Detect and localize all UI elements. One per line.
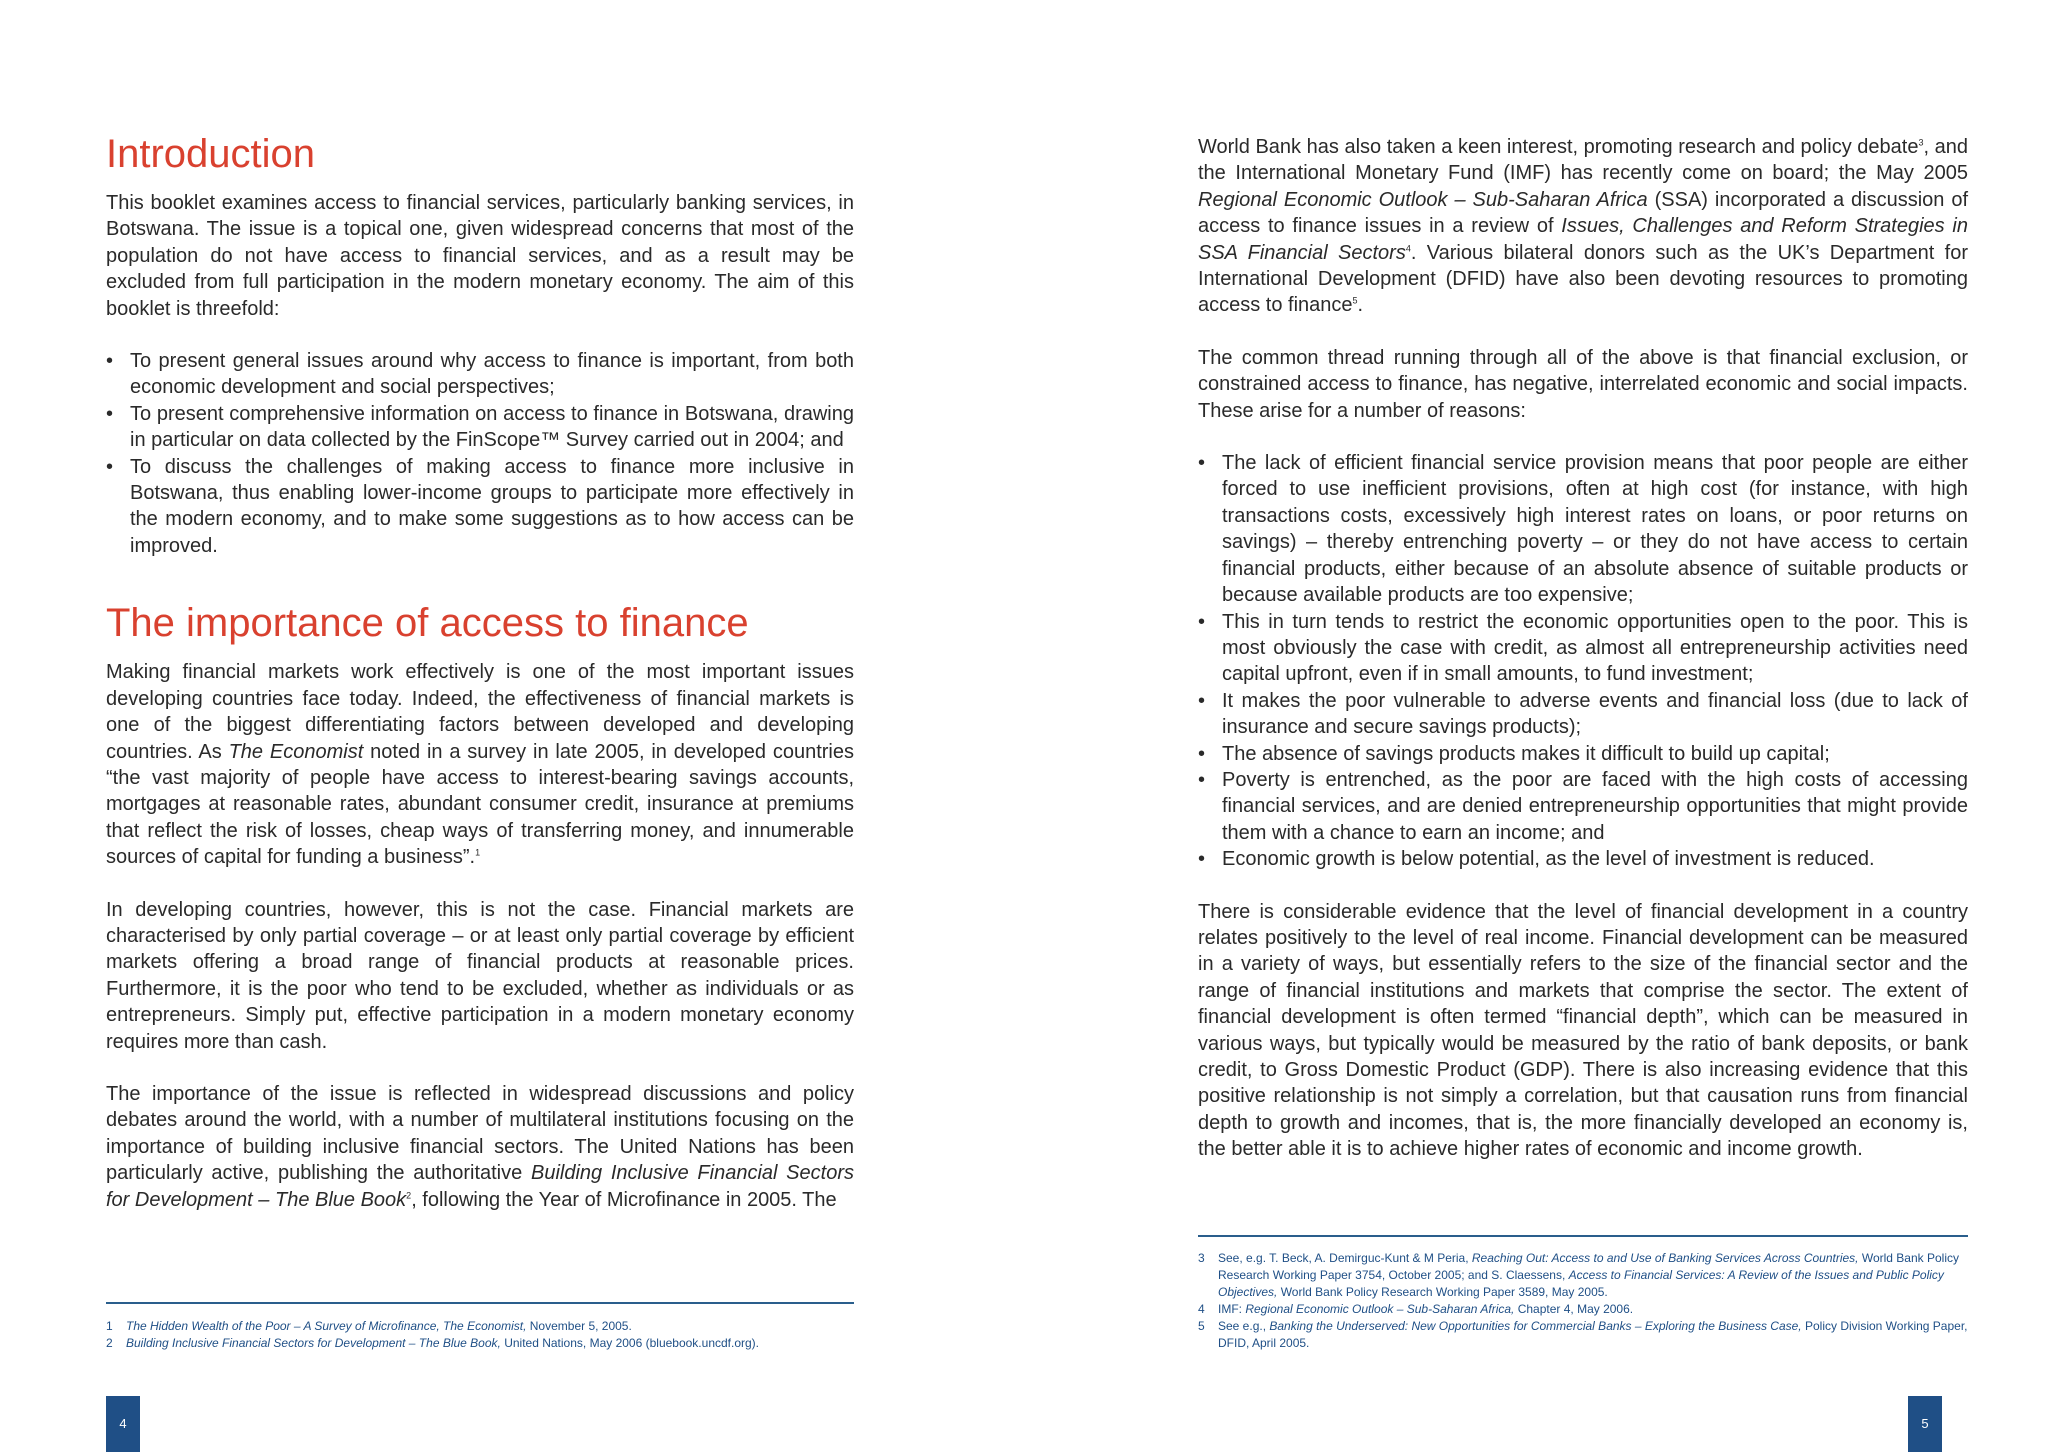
introduction-heading: Introduction: [106, 132, 316, 176]
reason-bullet-3: • It makes the poor vulnerable to adverse events and financial loss (due to lack of insurance and secure savings products);: [1198, 688, 1968, 741]
importance-paragraph-3: The importance of the issue is reflected in widespread discussions and policy debates around the world, with a number of multilateral institutions focusing on the importance of building inclusive financial sectors. The United Nations has been particularly active, publishing the authoritative Building Inclusive Financial Sectors for Development – The Blue Book$^2$, following the Year of Microfinance in 2005. The: [106, 1082, 854, 1211]
right-column: [1198, 134, 1968, 1189]
reasons-bullet-list: [1198, 450, 1968, 873]
footnote-5: 5 See e.g., Banking the Underserved: New Opportunities for Commercial Banks – Exploring the Business Case, Policy Division Working Paper, DFID, April 2005.: [1198, 1319, 1968, 1350]
footnote-2: 2 Building Inclusive Financial Sectors for Development – The Blue Book, United Nations, May 2006 (bluebook.uncdf.org).: [106, 1336, 760, 1350]
page-number-left: 4: [106, 1396, 140, 1452]
importance-paragraph-1: Making financial markets work effectively is one of the most important issues developing countries face today. Indeed, the effectiveness of financial markets is one of the biggest differentiating factors between developed and developing countries. As The Economist noted in a survey in late 2005, in developed countries “the vast majority of people have access to interest-bearing savings accounts, mortgages at reasonable rates, abundant consumer credit, insurance at premiums that reflect the risk of losses, cheap ways of transferring money, and innumerable sources of capital for funding a business”.$^1$: [106, 661, 854, 869]
footnote-divider: [106, 1302, 854, 1304]
footnote-ref-2: 2: [406, 1189, 412, 1200]
reason-bullet-1: • The lack of efficient financial service provision means that poor people are either forced to use inefficient provisions, often at high cost (for instance, with high transactions costs, excessively high interest rates on loans, or poor returns on savings) – thereby entrenching poverty – or they do not have access to certain financial products, either because of an absolute absence of suitable products or because available products are too expensive;: [1198, 450, 1968, 608]
reason-bullet-6: • Economic growth is below potential, as the level of investment is reduced.: [1198, 846, 1968, 872]
right-paragraph-3: There is considerable evidence that the level of financial development in a country relates positively to the level of real income. Financial development can be measured in a variety of ways, but essentially refers to the size of the financial sector and the range of financial institutions and markets that comprise the sector. The extent of financial development is often termed “financial depth”, which can be measured in various ways, but typically would be measured by the ratio of bank deposits, or bank credit, to Gross Domestic Product (GDP). There is also increasing evidence that this positive relationship is not simply a correlation, but that causation runs from financial depth to growth and incomes, that is, the more financially developed an economy is, the better able it is to achieve higher rates of economic and income growth.: [1198, 900, 1968, 1161]
right-footnotes: [1198, 1250, 1968, 1352]
footnote-ref-1: 1: [475, 847, 481, 858]
intro-bullet-list: [106, 348, 854, 559]
footnote-3: 3 See, e.g. T. Beck, A. Demirguc-Kunt & M Peria, Reaching Out: Access to and Use of Banking Services Across Countries, World Bank Policy Research Working Paper 3754, October 2005; and S. Claessens, Access to Financial Services: A Review of the Issues and Public Policy Objectives, World Bank Policy Research Working Paper 3589, May 2005.: [1198, 1251, 1959, 1299]
footnote-ref-4: 4: [1405, 242, 1411, 253]
footnote-divider: [1198, 1235, 1968, 1237]
importance-heading: The importance of access to finance: [106, 601, 749, 646]
left-column: [106, 130, 854, 1239]
footnote-ref-5: 5: [1352, 295, 1358, 306]
right-paragraph-1: World Bank has also taken a keen interest, promoting research and policy debate$^3$, and the International Monetary Fund (IMF) has recently come on board; the May 2005 Regional Economic Outlook – Sub-Saharan Africa (SSA) incorporated a discussion of access to finance issues in a review of Issues, Challenges and Reform Strategies in SSA Financial Sectors$^4$. Various bilateral donors such as the UK’s Department for International Development (DFID) have also been devoting resources to promoting access to finance$^5$.: [1198, 136, 1969, 317]
importance-paragraph-2: In developing countries, however, this is not the case. Financial markets are characterised by only partial coverage – or at least only partial coverage by efficient markets offering a broad range of financial products at reasonable prices. Furthermore, it is the poor who tend to be excluded, whether as individuals or as entrepreneurs. Simply put, effective participation in a modern monetary economy requires more than cash.: [106, 898, 854, 1053]
intro-paragraph: This booklet examines access to financial services, particularly banking services, in Botswana. The issue is a topical one, given widespread concerns that most of the population do not have access to financial services, and as a result may be excluded from full participation in the modern monetary economy. The aim of this booklet is threefold:: [106, 192, 854, 320]
footnote-ref-3: 3: [1918, 137, 1924, 148]
page-number-right: 5: [1908, 1396, 1942, 1452]
reason-bullet-4: • The absence of savings products makes it difficult to build up capital;: [1198, 741, 1968, 767]
footnote-1: 1 The Hidden Wealth of the Poor – A Survey of Microfinance, The Economist, November 5, 2005.: [106, 1319, 632, 1333]
reason-bullet-2: • This in turn tends to restrict the economic opportunities open to the poor. This is most obviously the case with credit, as almost all entrepreneurship activities need capital upfront, even if in small amounts, to fund investment;: [1198, 609, 1968, 688]
intro-bullet-1: • To present general issues around why access to finance is important, from both economic development and social perspectives;: [106, 348, 854, 401]
right-page: [1024, 0, 2048, 1452]
intro-bullet-3: • To discuss the challenges of making access to finance more inclusive in Botswana, thus enabling lower-income groups to participate more effectively in the modern economy, and to make some suggestions as to how access can be improved.: [106, 454, 854, 560]
right-paragraph-2: The common thread running through all of the above is that financial exclusion, or constrained access to finance, has negative, interrelated economic and social impacts. These arise for a number of reasons:: [1198, 346, 1968, 422]
left-footnotes: [106, 1318, 854, 1352]
footnote-4: 4 IMF: Regional Economic Outlook – Sub-Saharan Africa, Chapter 4, May 2006.: [1198, 1302, 1634, 1316]
intro-bullet-2: • To present comprehensive information on access to finance in Botswana, drawing in particular on data collected by the FinScope™ Survey carried out in 2004; and: [106, 401, 854, 454]
reason-bullet-5: • Poverty is entrenched, as the poor are faced with the high costs of accessing financial services, and are denied entrepreneurship opportunities that might provide them with a chance to earn an income; and: [1198, 767, 1968, 846]
